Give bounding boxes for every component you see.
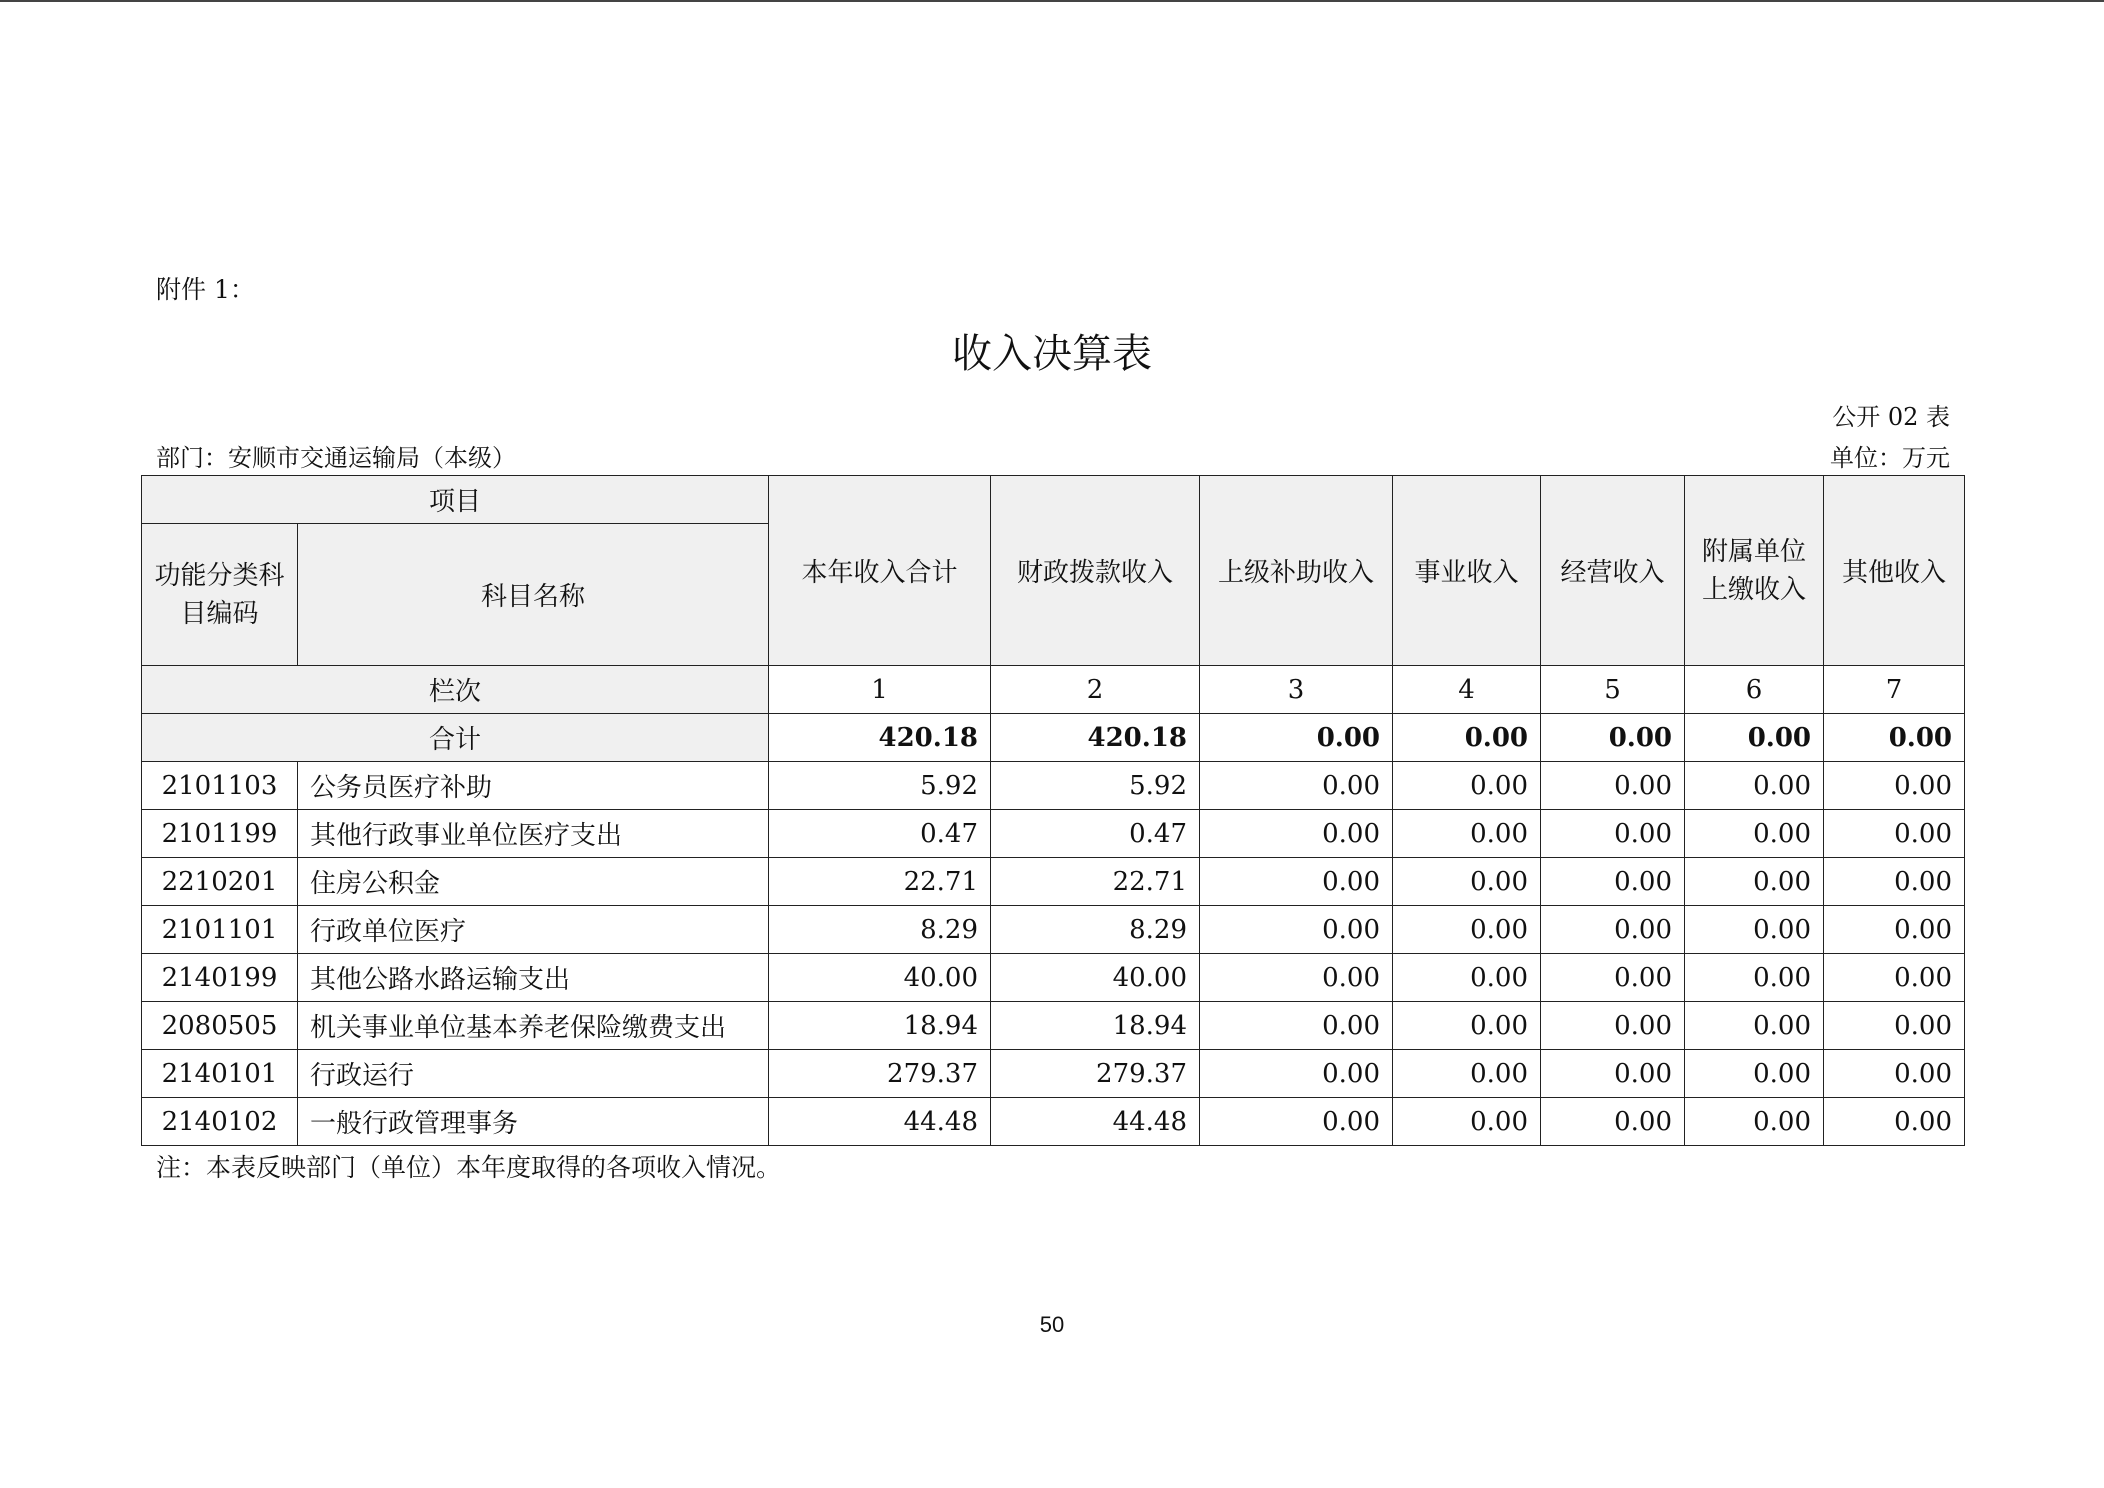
total-value: 0.00 bbox=[1685, 714, 1824, 762]
header-item: 项目 bbox=[142, 476, 769, 524]
row-code: 2210201 bbox=[142, 858, 298, 906]
row-value: 18.94 bbox=[991, 1002, 1200, 1050]
row-value: 0.00 bbox=[1393, 1050, 1541, 1098]
header-other: 其他收入 bbox=[1824, 476, 1965, 666]
total-row bbox=[142, 714, 1965, 762]
department-label: 部门：安顺市交通运输局（本级） bbox=[156, 444, 516, 472]
income-table bbox=[141, 475, 1965, 1146]
row-value: 0.00 bbox=[1200, 858, 1393, 906]
header-fiscal: 财政拨款收入 bbox=[991, 476, 1200, 666]
column-index-7: 7 bbox=[1824, 666, 1965, 714]
total-value: 0.00 bbox=[1541, 714, 1685, 762]
column-index-6: 6 bbox=[1685, 666, 1824, 714]
total-value: 0.00 bbox=[1200, 714, 1393, 762]
row-value: 0.00 bbox=[1393, 858, 1541, 906]
form-number: 公开 02 表 bbox=[1832, 403, 1950, 431]
row-value: 0.00 bbox=[1824, 858, 1965, 906]
header-superior: 上级补助收入 bbox=[1200, 476, 1393, 666]
data-rows bbox=[142, 762, 1965, 1146]
row-code: 2101199 bbox=[142, 810, 298, 858]
row-code: 2101103 bbox=[142, 762, 298, 810]
row-value: 0.00 bbox=[1685, 1098, 1824, 1146]
header-affiliated: 附属单位上缴收入 bbox=[1685, 476, 1824, 666]
row-value: 0.00 bbox=[1685, 1050, 1824, 1098]
total-value: 0.00 bbox=[1393, 714, 1541, 762]
row-value: 0.00 bbox=[1200, 1002, 1393, 1050]
row-value: 22.71 bbox=[991, 858, 1200, 906]
row-code: 2140102 bbox=[142, 1098, 298, 1146]
column-index-3: 3 bbox=[1200, 666, 1393, 714]
row-value: 0.00 bbox=[1393, 762, 1541, 810]
row-value: 0.00 bbox=[1824, 1098, 1965, 1146]
row-value: 0.00 bbox=[1200, 810, 1393, 858]
row-value: 0.47 bbox=[769, 810, 991, 858]
header-code: 功能分类科目编码 bbox=[142, 524, 298, 666]
table-row bbox=[142, 762, 1965, 810]
row-code: 2140101 bbox=[142, 1050, 298, 1098]
row-value: 0.00 bbox=[1541, 954, 1685, 1002]
column-index-5: 5 bbox=[1541, 666, 1685, 714]
row-value: 0.00 bbox=[1541, 858, 1685, 906]
row-value: 0.00 bbox=[1824, 1002, 1965, 1050]
row-value: 0.00 bbox=[1393, 954, 1541, 1002]
row-value: 0.00 bbox=[1541, 810, 1685, 858]
row-value: 0.00 bbox=[1824, 762, 1965, 810]
total-value: 0.00 bbox=[1824, 714, 1965, 762]
row-value: 22.71 bbox=[769, 858, 991, 906]
header-operating: 经营收入 bbox=[1541, 476, 1685, 666]
table-note: 注：本表反映部门（单位）本年度取得的各项收入情况。 bbox=[156, 1153, 782, 1182]
row-name: 公务员医疗补助 bbox=[298, 762, 769, 810]
row-value: 0.00 bbox=[1541, 906, 1685, 954]
page-title: 收入决算表 bbox=[952, 331, 1152, 377]
row-value: 0.00 bbox=[1200, 954, 1393, 1002]
row-name: 机关事业单位基本养老保险缴费支出 bbox=[298, 1002, 769, 1050]
row-value: 0.00 bbox=[1200, 1098, 1393, 1146]
row-value: 279.37 bbox=[769, 1050, 991, 1098]
column-index-1: 1 bbox=[769, 666, 991, 714]
row-value: 0.00 bbox=[1200, 762, 1393, 810]
row-code: 2101101 bbox=[142, 906, 298, 954]
row-value: 8.29 bbox=[991, 906, 1200, 954]
header-total: 本年收入合计 bbox=[769, 476, 991, 666]
row-value: 44.48 bbox=[991, 1098, 1200, 1146]
top-rule bbox=[0, 0, 2104, 2]
row-value: 40.00 bbox=[991, 954, 1200, 1002]
row-value: 0.00 bbox=[1824, 954, 1965, 1002]
row-value: 8.29 bbox=[769, 906, 991, 954]
column-index-4: 4 bbox=[1393, 666, 1541, 714]
row-code: 2140199 bbox=[142, 954, 298, 1002]
row-name: 行政单位医疗 bbox=[298, 906, 769, 954]
column-index-row bbox=[142, 666, 1965, 714]
table-row bbox=[142, 810, 1965, 858]
row-name: 行政运行 bbox=[298, 1050, 769, 1098]
column-index-label: 栏次 bbox=[142, 666, 769, 714]
row-name: 住房公积金 bbox=[298, 858, 769, 906]
row-value: 40.00 bbox=[769, 954, 991, 1002]
annex-label: 附件 1： bbox=[156, 275, 255, 304]
row-value: 0.00 bbox=[1541, 1098, 1685, 1146]
row-value: 0.00 bbox=[1393, 906, 1541, 954]
row-name: 其他行政事业单位医疗支出 bbox=[298, 810, 769, 858]
row-value: 5.92 bbox=[991, 762, 1200, 810]
total-label: 合计 bbox=[142, 714, 769, 762]
row-value: 0.00 bbox=[1685, 1002, 1824, 1050]
table-row bbox=[142, 1050, 1965, 1098]
table-row bbox=[142, 954, 1965, 1002]
row-value: 0.00 bbox=[1393, 810, 1541, 858]
row-value: 0.00 bbox=[1200, 1050, 1393, 1098]
row-value: 0.00 bbox=[1824, 810, 1965, 858]
row-value: 44.48 bbox=[769, 1098, 991, 1146]
row-value: 0.00 bbox=[1685, 906, 1824, 954]
row-value: 0.47 bbox=[991, 810, 1200, 858]
unit-label: 单位：万元 bbox=[1830, 444, 1950, 472]
row-value: 0.00 bbox=[1541, 1002, 1685, 1050]
row-value: 0.00 bbox=[1824, 1050, 1965, 1098]
page-number: 50 bbox=[1039, 1312, 1065, 1337]
header-row-1 bbox=[142, 476, 1965, 524]
row-value: 5.92 bbox=[769, 762, 991, 810]
row-value: 0.00 bbox=[1541, 762, 1685, 810]
total-value: 420.18 bbox=[991, 714, 1200, 762]
column-index-2: 2 bbox=[991, 666, 1200, 714]
row-value: 0.00 bbox=[1541, 1050, 1685, 1098]
table-row bbox=[142, 858, 1965, 906]
row-name: 其他公路水路运输支出 bbox=[298, 954, 769, 1002]
row-value: 18.94 bbox=[769, 1002, 991, 1050]
row-value: 0.00 bbox=[1685, 810, 1824, 858]
row-value: 0.00 bbox=[1393, 1002, 1541, 1050]
table-row bbox=[142, 1002, 1965, 1050]
row-value: 0.00 bbox=[1685, 762, 1824, 810]
row-value: 0.00 bbox=[1393, 1098, 1541, 1146]
row-value: 0.00 bbox=[1200, 906, 1393, 954]
table-row bbox=[142, 906, 1965, 954]
row-name: 一般行政管理事务 bbox=[298, 1098, 769, 1146]
table-row bbox=[142, 1098, 1965, 1146]
header-name: 科目名称 bbox=[298, 524, 769, 666]
row-value: 0.00 bbox=[1824, 906, 1965, 954]
header-business: 事业收入 bbox=[1393, 476, 1541, 666]
row-value: 0.00 bbox=[1685, 858, 1824, 906]
row-value: 279.37 bbox=[991, 1050, 1200, 1098]
row-value: 0.00 bbox=[1685, 954, 1824, 1002]
total-value: 420.18 bbox=[769, 714, 991, 762]
row-code: 2080505 bbox=[142, 1002, 298, 1050]
